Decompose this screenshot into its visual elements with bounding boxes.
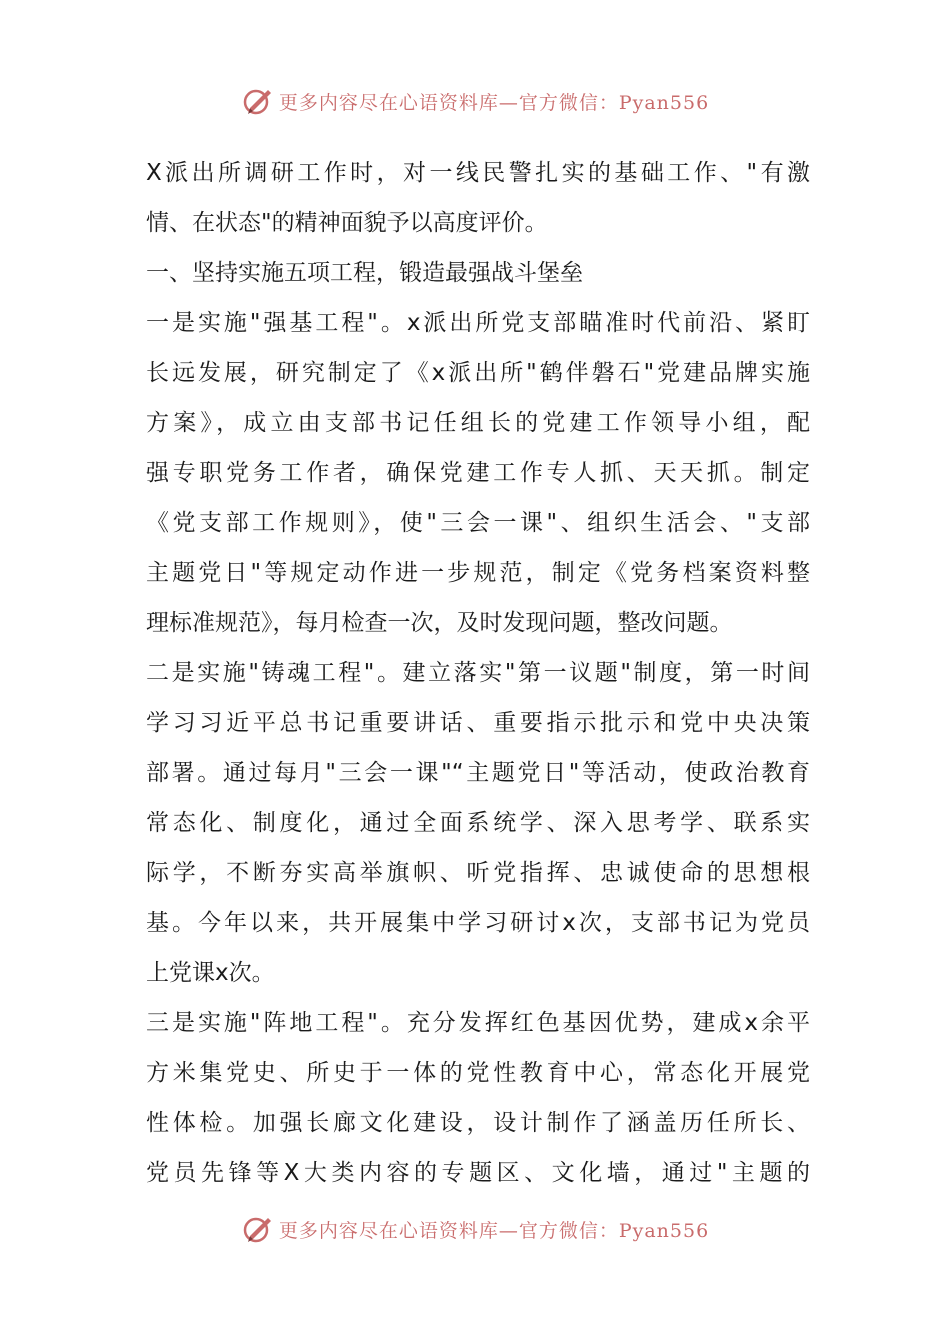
pen-logo-icon <box>241 84 275 118</box>
footer-watermark <box>0 1212 950 1246</box>
body-line: X派出所调研工作时，对一线民警扎实的基础工作、"有激 <box>146 160 810 186</box>
document-body <box>146 148 810 1198</box>
pen-logo-icon <box>241 1212 275 1246</box>
header-watermark <box>0 84 950 118</box>
body-line: 上党课x次。 <box>146 960 275 986</box>
body-line: 理标准规范》，每月检查一次，及时发现问题，整改问题。 <box>146 610 733 636</box>
body-line: 主题党日"等规定动作进一步规范，制定《党务档案资料整 <box>146 560 810 586</box>
watermark-text: 更多内容尽在心语资料库—官方微信：Pyan556 <box>278 1219 710 1242</box>
body-line: 基。今年以来，共开展集中学习研讨x次，支部书记为党员 <box>146 910 810 936</box>
body-line: 情、在状态"的精神面貌予以高度评价。 <box>146 210 548 236</box>
body-line: 方米集党史、所史于一体的党性教育中心，常态化开展党 <box>146 1060 810 1086</box>
section-heading: 一、坚持实施五项工程，锻造最强战斗堡垒 <box>146 260 583 286</box>
body-line: 际学，不断夯实高举旗帜、听党指挥、忠诚使命的思想根 <box>146 860 810 886</box>
body-line: 方案》，成立由支部书记任组长的党建工作领导小组，配 <box>146 410 810 436</box>
body-line: 部署。通过每月"三会一课"“主题党日"等活动，使政治教育 <box>146 760 810 786</box>
body-line: 党员先锋等X大类内容的专题区、文化墙，通过"主题的 <box>146 1160 810 1186</box>
body-line: 性体检。加强长廊文化建设，设计制作了涵盖历任所长、 <box>146 1110 810 1136</box>
body-line: 一是实施"强基工程"。x派出所党支部瞄准时代前沿、紧盯 <box>146 310 810 336</box>
watermark-text: 更多内容尽在心语资料库—官方微信：Pyan556 <box>278 91 710 114</box>
body-line: 三是实施"阵地工程"。充分发挥红色基因优势，建成x余平 <box>146 1010 810 1036</box>
body-line: 常态化、制度化，通过全面系统学、深入思考学、联系实 <box>146 810 810 836</box>
body-line: 二是实施"铸魂工程"。建立落实"第一议题"制度，第一时间 <box>146 660 810 686</box>
body-line: 强专职党务工作者，确保党建工作专人抓、天天抓。制定 <box>146 460 810 486</box>
body-line: 长远发展，研究制定了《x派出所"鹤伴磐石"党建品牌实施 <box>146 360 810 386</box>
body-line: 《党支部工作规则》，使"三会一课"、组织生活会、"支部 <box>146 510 810 536</box>
body-line: 学习习近平总书记重要讲话、重要指示批示和党中央决策 <box>146 710 810 736</box>
